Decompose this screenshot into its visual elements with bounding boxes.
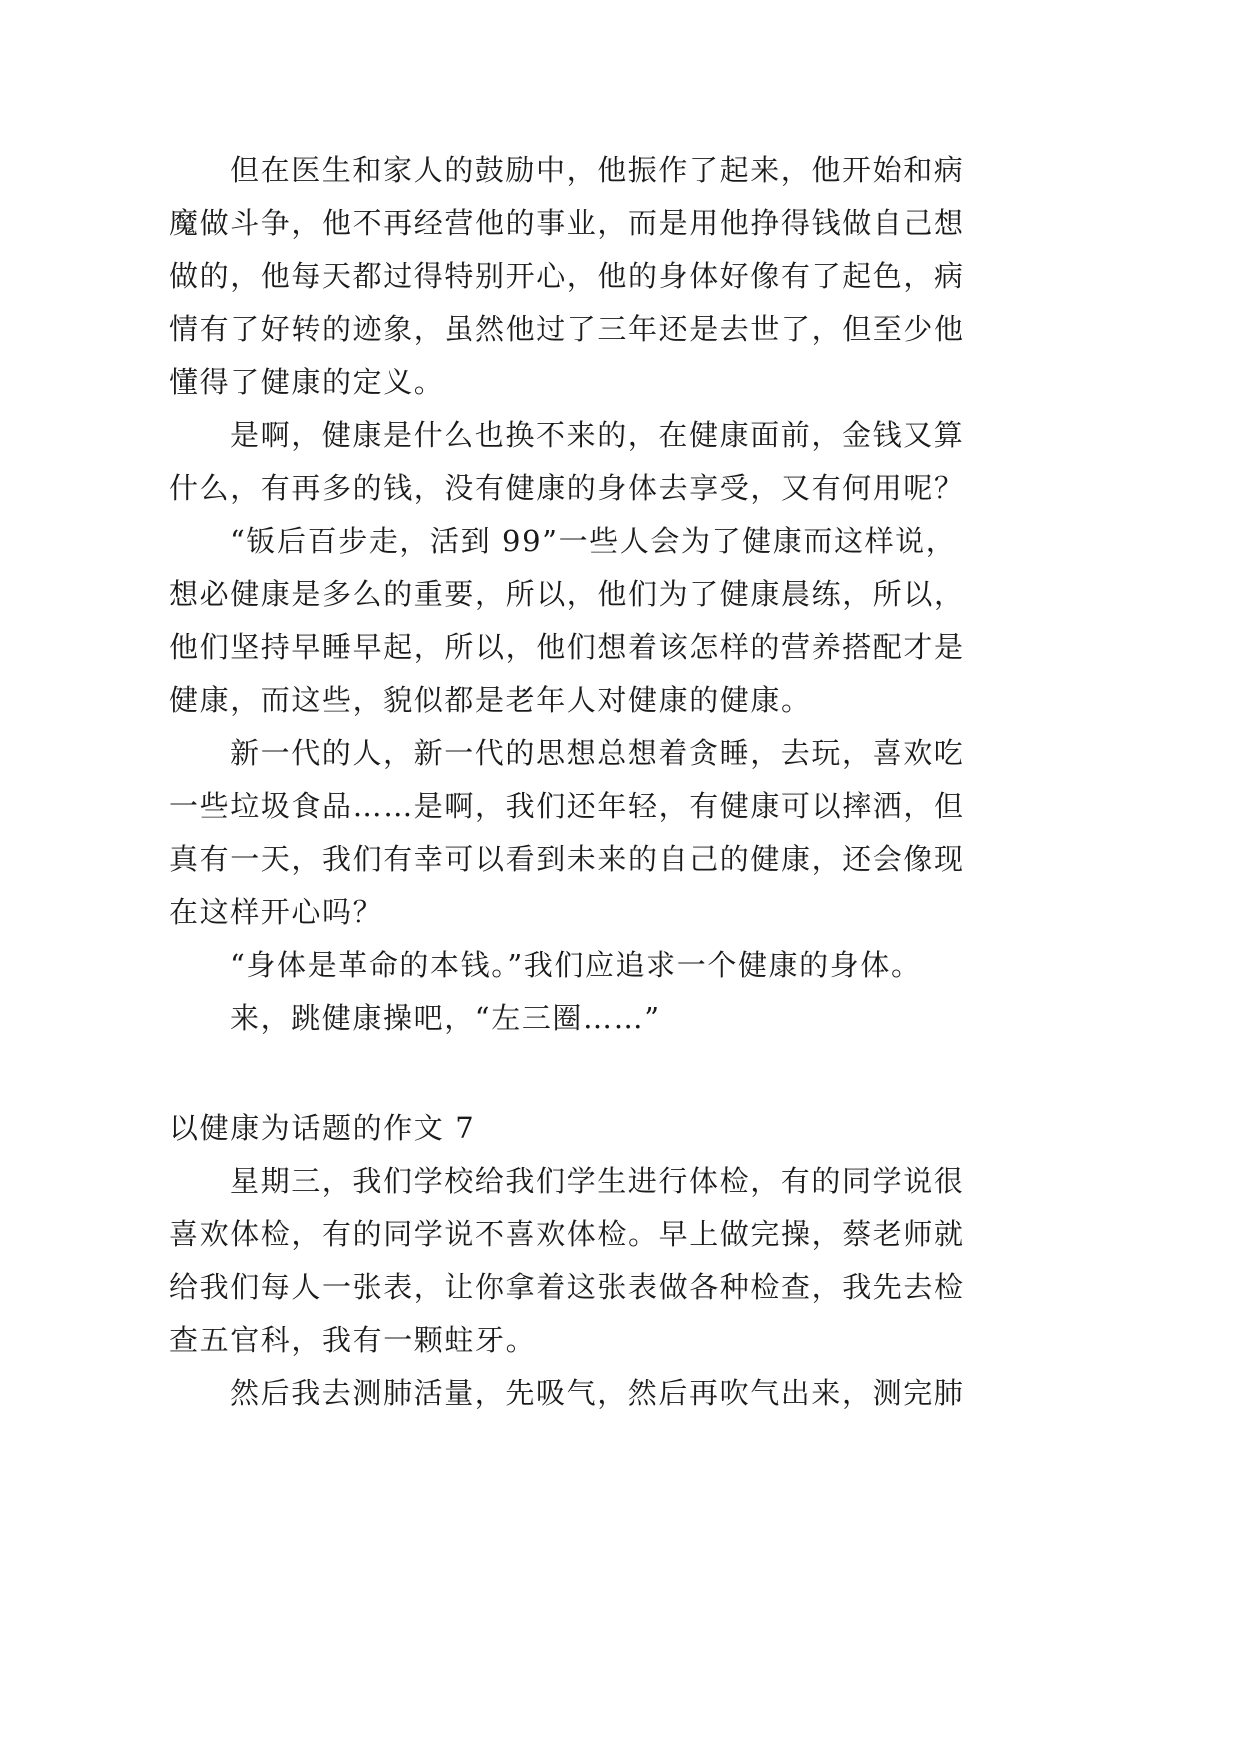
paragraph-line: 喜欢体检，有的同学说不喜欢体检。早上做完操，蔡老师就 — [169, 1217, 965, 1251]
paragraph-line: 在这样开心吗？ — [169, 895, 384, 929]
paragraph-line: 但在医生和家人的鼓励中，他振作了起来，他开始和病 — [230, 153, 965, 187]
paragraph-line: 来，跳健康操吧，“左三圈……” — [230, 1001, 661, 1035]
paragraph-line: 给我们每人一张表，让你拿着这张表做各种检查，我先去检 — [169, 1270, 965, 1304]
paragraph-line: 想必健康是多么的重要，所以，他们为了健康晨练，所以， — [169, 577, 965, 611]
paragraph-line: 是啊，健康是什么也换不来的，在健康面前，金钱又算 — [230, 418, 965, 452]
paragraph-line: 魔做斗争，他不再经营他的事业，而是用他挣得钱做自己想 — [169, 206, 965, 240]
paragraph-line: 他们坚持早睡早起，所以，他们想着该怎样的营养搭配才是 — [169, 630, 965, 664]
paragraph-line: 健康，而这些，貌似都是老年人对健康的健康。 — [169, 683, 812, 717]
paragraph-line: 做的，他每天都过得特别开心，他的身体好像有了起色，病 — [169, 259, 965, 293]
paragraph-line: “身体是革命的本钱。”我们应追求一个健康的身体。 — [230, 948, 922, 982]
paragraph-line: 一些垃圾食品……是啊，我们还年轻，有健康可以摔洒，但 — [169, 789, 965, 823]
paragraph-line: 查五官科，我有一颗蛀牙。 — [169, 1323, 537, 1357]
paragraph-line: 懂得了健康的定义。 — [169, 365, 445, 399]
paragraph-line: 星期三，我们学校给我们学生进行体检，有的同学说很 — [230, 1164, 965, 1198]
paragraph-line: 真有一天，我们有幸可以看到未来的自己的健康，还会像现 — [169, 842, 965, 876]
section-title: 以健康为话题的作文 7 — [169, 1111, 476, 1145]
paragraph-line: “钣后百步走，活到 99”一些人会为了健康而这样说， — [230, 524, 957, 558]
paragraph-line: 新一代的人，新一代的思想总想着贪睡，去玩，喜欢吃 — [230, 736, 965, 770]
paragraph-line: 然后我去测肺活量，先吸气，然后再吹气出来，测完肺 — [230, 1376, 965, 1410]
paragraph-line: 什么，有再多的钱，没有健康的身体去享受，又有何用呢？ — [169, 471, 965, 505]
paragraph-line: 情有了好转的迹象，虽然他过了三年还是去世了，但至少他 — [169, 312, 965, 346]
